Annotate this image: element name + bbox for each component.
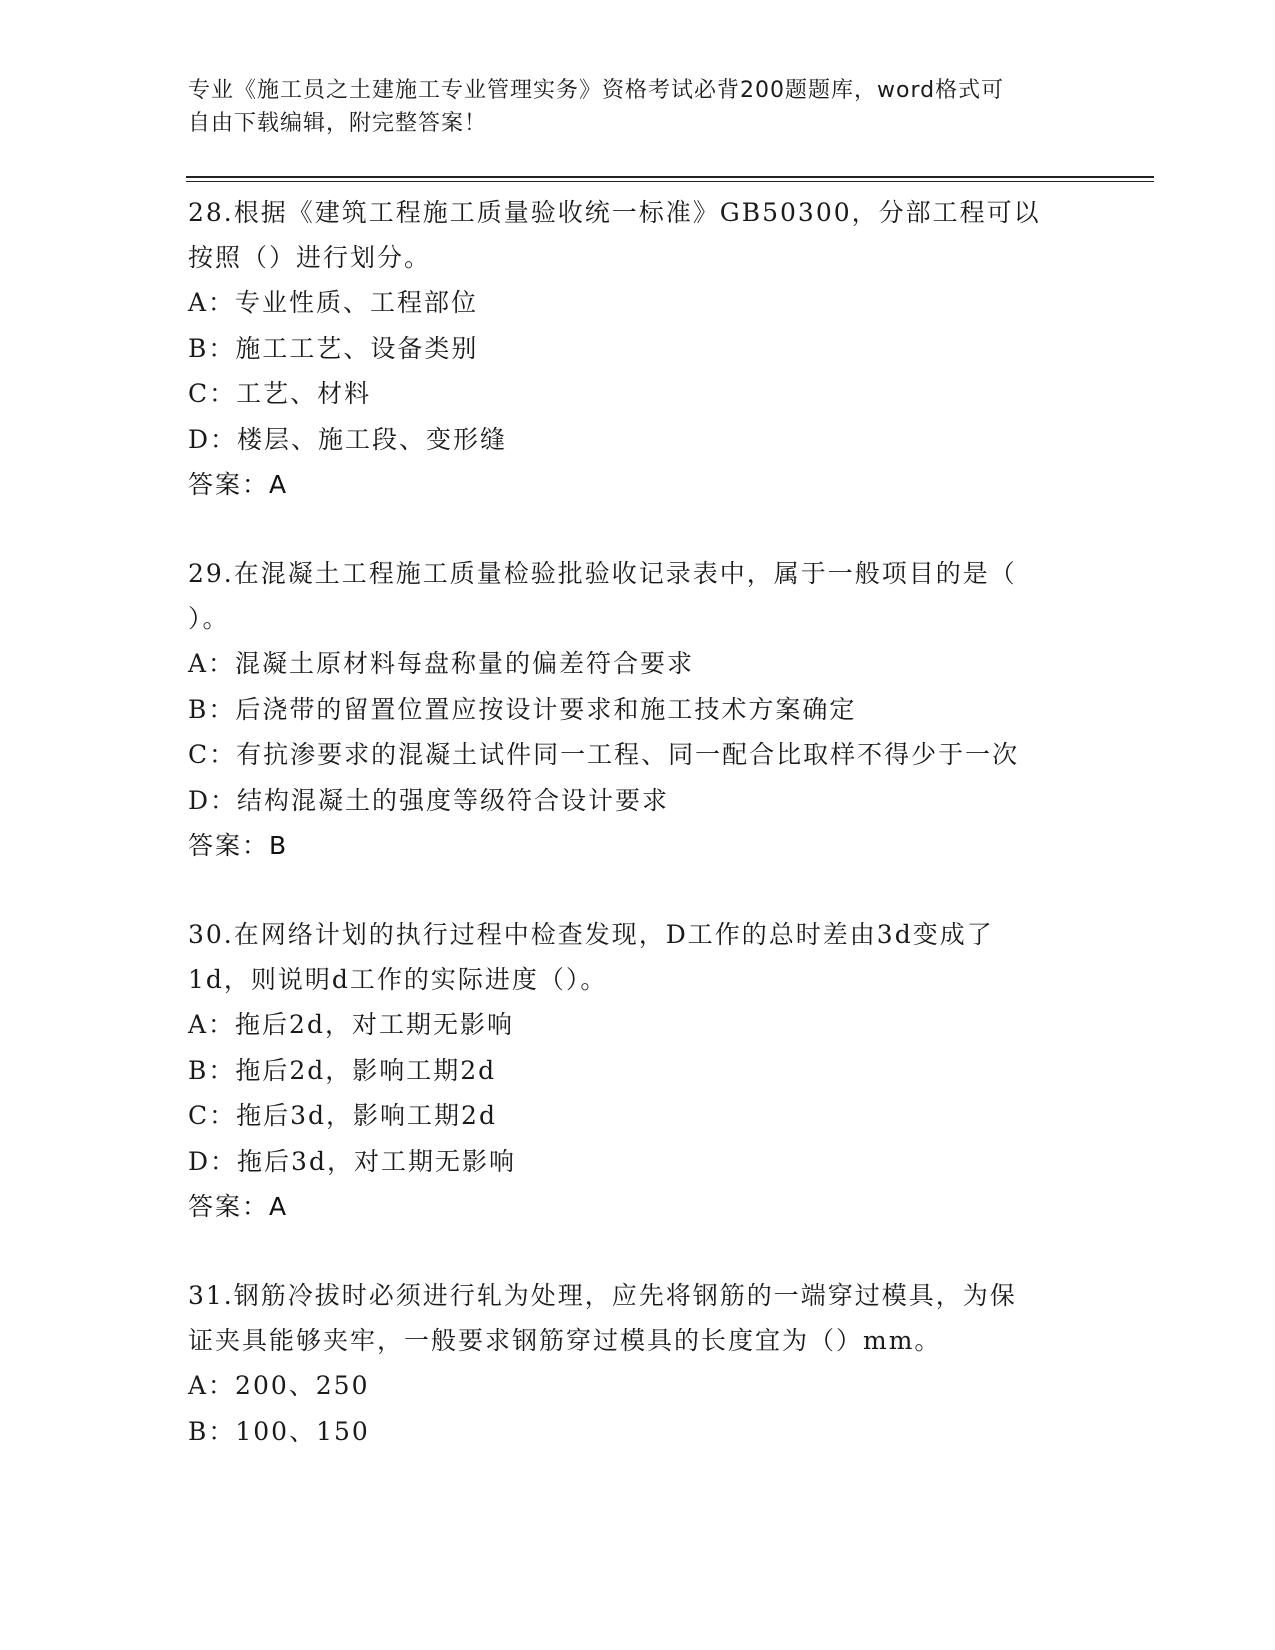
question-stem-line: 31.钢筋冷拔时必须进行轧为处理，应先将钢筋的一端穿过模具，为保 — [188, 1281, 1017, 1310]
option-c: C：拖后3d，影响工期2d — [188, 1101, 497, 1130]
option-a: A：拖后2d，对工期无影响 — [188, 1010, 514, 1039]
question-stem-line: 证夹具能够夹牢，一般要求钢筋穿过模具的长度宜为（）mm。 — [188, 1326, 942, 1355]
option-a: A：200、250 — [188, 1371, 370, 1400]
option-b: B：100、150 — [188, 1416, 370, 1446]
question-stem-line: 30.在网络计划的执行过程中检查发现，D工作的总时差由3d变成了 — [188, 920, 994, 949]
question-stem-line: 按照（）进行划分。 — [188, 243, 432, 272]
answer-line: 答案：A — [188, 470, 289, 499]
question-list — [188, 190, 1088, 1498]
option-d: D：楼层、施工段、变形缝 — [188, 424, 508, 454]
answer-line: 答案：A — [188, 1192, 289, 1221]
header-divider-thin — [186, 181, 1154, 182]
header-divider-thick — [186, 176, 1154, 178]
question-stem-line: 29.在混凝土工程施工质量检验批验收记录表中，属于一般项目的是（ — [188, 559, 1017, 588]
question-29 — [188, 551, 1088, 868]
option-c: C：有抗渗要求的混凝土试件同一工程、同一配合比取样不得少于一次 — [188, 740, 1020, 769]
option-a: A：专业性质、工程部位 — [188, 288, 479, 317]
header-line-2: 自由下载编辑，附完整答案！ — [188, 111, 488, 136]
option-b: B：后浇带的留置位置应按设计要求和施工技术方案确定 — [188, 694, 857, 724]
header-line-1: 专业《施工员之土建施工专业管理实务》资格考试必背200题题库，word格式可 — [188, 78, 1005, 103]
option-d: D：拖后3d，对工期无影响 — [188, 1146, 516, 1176]
question-stem-line: 1d，则说明d工作的实际进度（）。 — [188, 965, 608, 994]
question-28 — [188, 190, 1088, 507]
option-b: B：拖后2d，影响工期2d — [188, 1055, 497, 1085]
question-stem-line: 28.根据《建筑工程施工质量验收统一标准》GB50300，分部工程可以 — [188, 198, 1041, 227]
question-stem-line: ）。 — [188, 604, 230, 633]
option-b: B：施工工艺、设备类别 — [188, 333, 479, 363]
option-a: A：混凝土原材料每盘称量的偏差符合要求 — [188, 649, 695, 678]
option-d: D：结构混凝土的强度等级符合设计要求 — [188, 785, 670, 815]
question-31 — [188, 1273, 1088, 1454]
option-c: C：工艺、材料 — [188, 379, 372, 408]
document-header — [188, 74, 1088, 140]
answer-line: 答案：B — [188, 831, 289, 860]
question-30 — [188, 912, 1088, 1229]
